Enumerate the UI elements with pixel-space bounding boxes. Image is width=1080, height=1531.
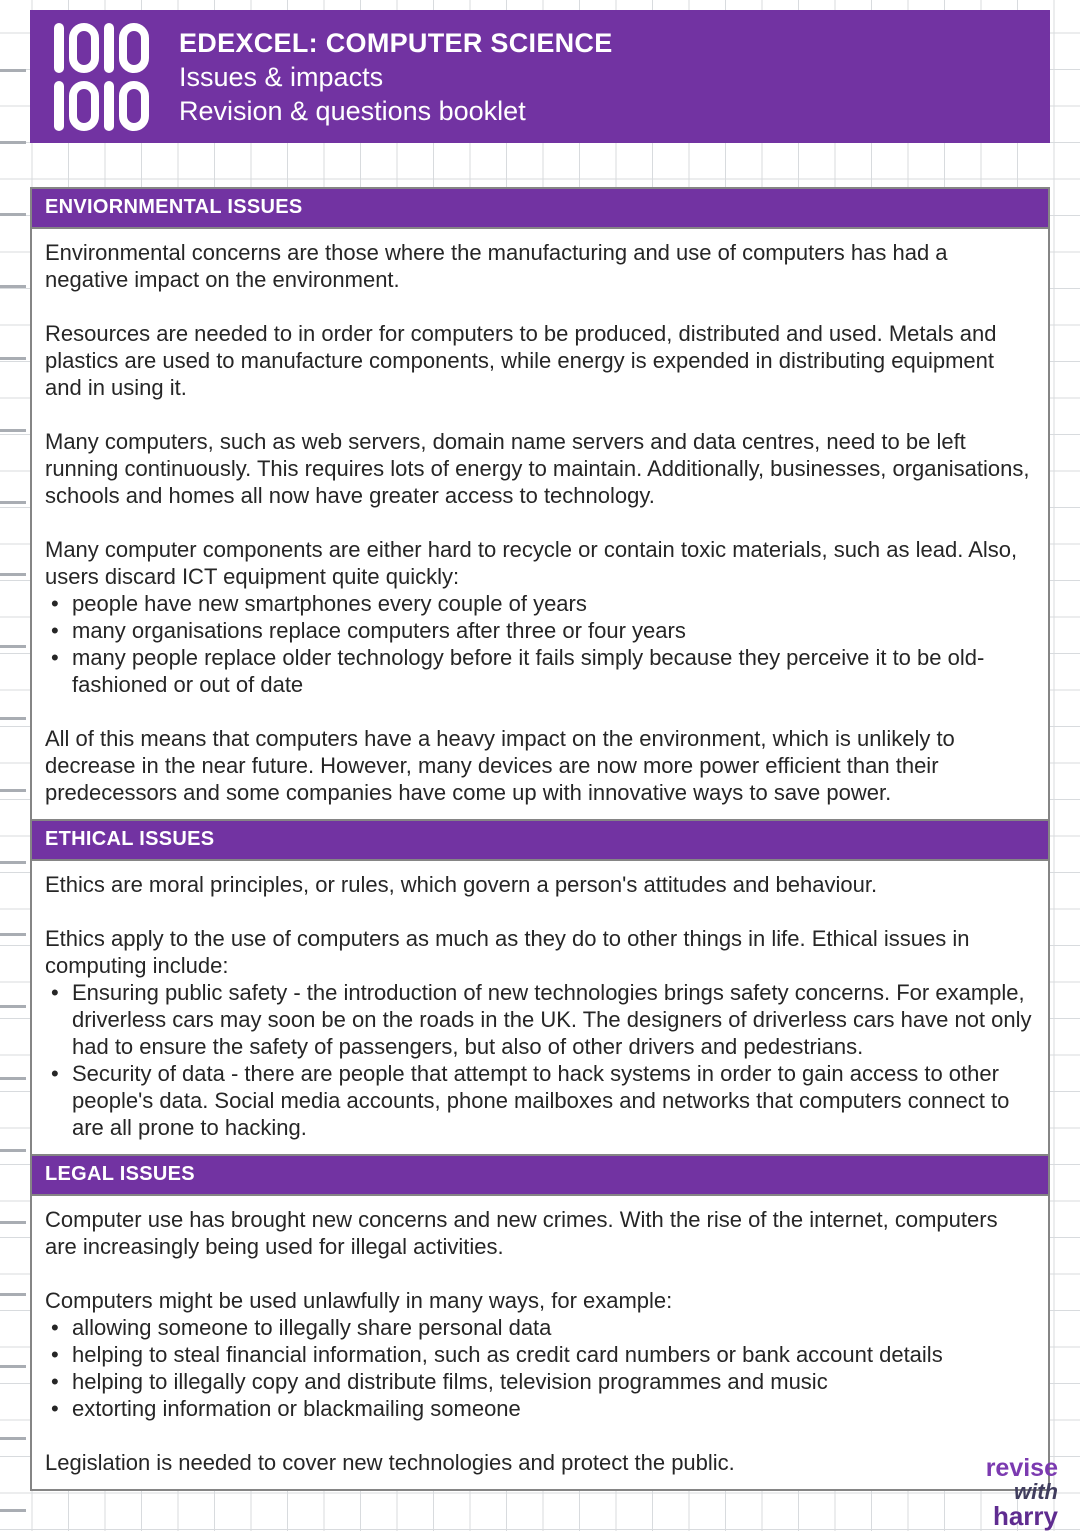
binary-digit-1 (54, 23, 64, 73)
paragraph: All of this means that computers have a heavy impact on the environment, which is unlikely to decrease in the near future. However, many devices are now more power efficient than their predecessors and some companies have come up with innovative ways to save power. (45, 726, 955, 805)
bullet-list (45, 590, 1032, 698)
bullet-list (45, 979, 1032, 1141)
revise-with-harry-logo (986, 1456, 1058, 1529)
binary-digit-0 (69, 81, 99, 131)
binary-digit-0 (69, 23, 99, 73)
booklet-subtitle-type: Revision & questions booklet (179, 95, 526, 126)
bullet-item: • helping to steal financial information, such as credit card numbers or bank account details (45, 1341, 1032, 1368)
paragraph: Resources are needed to in order for computers to be produced, distributed and used. Metals and plastics are used to manufacture components, while energy is expended in distributing equipment and in using it. (45, 321, 997, 400)
bullet-item: • people have new smartphones every couple of years (45, 590, 1032, 617)
content-box (30, 187, 1050, 1491)
bullet-item: • Security of data - there are people that attempt to hack systems in order to gain access to other people's data. Social media accounts, phone mailboxes and networks that computers connect to are all prone to hacking. (45, 1060, 1032, 1141)
binary-digit-1 (104, 81, 114, 131)
binary-digit-1 (54, 81, 64, 131)
paragraph: Many computers, such as web servers, domain name servers and data centres, need to be left running continuously. This requires lots of energy to maintain. Additionally, businesses, organisations, schools and homes all now have greater access to technology. (45, 429, 1030, 508)
paragraph: Ethics are moral principles, or rules, which govern a person's attitudes and behaviour. (45, 872, 878, 897)
binary-digit-0 (119, 81, 149, 131)
section-body (32, 861, 1048, 1154)
footer-logo-harry: harry (992, 1501, 1058, 1531)
footer-logo-with: with (1014, 1479, 1058, 1504)
footer-logo-revise: revise (985, 1454, 1058, 1482)
paragraph: Many computer components are either hard to recycle or contain toxic materials, such as lead. Also, users discard ICT equipment quite quickly: (45, 537, 1018, 589)
section (32, 819, 1048, 1154)
section-body (32, 229, 1048, 819)
binary-digit-0 (119, 23, 149, 73)
binary-1010-logo (54, 23, 149, 131)
paragraph: Computer use has brought new concerns and new crimes. With the rise of the internet, computers are increasingly being used for illegal activities. (45, 1207, 998, 1259)
section-heading: LEGAL ISSUES (32, 1154, 1048, 1196)
binary-logo-row (54, 81, 149, 131)
section-heading: ENVIORNMENTAL ISSUES (32, 189, 1048, 229)
bullet-item: • allowing someone to illegally share personal data (45, 1314, 1032, 1341)
bullet-list (45, 1314, 1032, 1422)
paragraph: Legislation is needed to cover new technologies and protect the public. (45, 1450, 735, 1475)
section (32, 1154, 1048, 1489)
binary-logo-row (54, 23, 149, 73)
bullet-item: • Ensuring public safety - the introduction of new technologies brings safety concerns. For example, driverless cars may soon be on the roads in the UK. The designers of driverless cars have not only had to ensure the safety of passengers, but also of other drivers and pedestrians. (45, 979, 1032, 1060)
section (32, 189, 1048, 819)
paragraph: Environmental concerns are those where the manufacturing and use of computers has had a negative impact on the environment. (45, 240, 948, 292)
binary-digit-1 (104, 23, 114, 73)
bullet-item: • many organisations replace computers after three or four years (45, 617, 1032, 644)
booklet-subtitle-topic: Issues & impacts (179, 61, 384, 92)
bullet-item: • helping to illegally copy and distribute films, television programmes and music (45, 1368, 1032, 1395)
page-edge-ticks (0, 0, 26, 1527)
section-body (32, 1196, 1048, 1489)
paragraph: Computers might be used unlawfully in many ways, for example: (45, 1288, 673, 1313)
bullet-item: • extorting information or blackmailing someone (45, 1395, 1032, 1422)
banner-text (179, 26, 613, 128)
bullet-item: • many people replace older technology before it fails simply because they perceive it to be old-fashioned or out of date (45, 644, 1032, 698)
title-banner (30, 10, 1050, 143)
paragraph: Ethics apply to the use of computers as much as they do to other things in life. Ethical issues in computing include: (45, 926, 970, 978)
section-heading: ETHICAL ISSUES (32, 819, 1048, 861)
booklet-title: EDEXCEL: COMPUTER SCIENCE (179, 27, 613, 58)
